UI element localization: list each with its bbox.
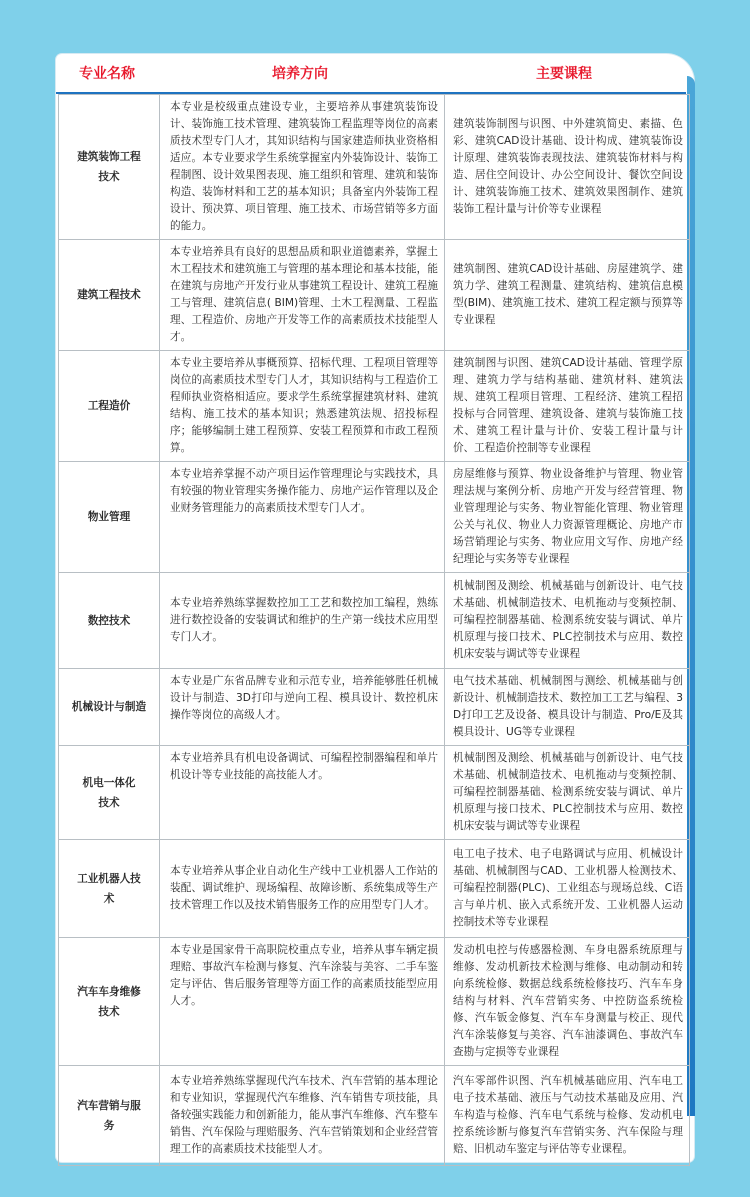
major-name: 工程造价 [87, 400, 131, 412]
major-name: 建筑工程技术 [77, 289, 141, 301]
training-direction: 本专业是国家骨干高职院校重点专业，培养从事车辆定损理赔、事故汽车检测与修复、汽车涂装与美容、二手车鉴定与评估、售后服务管理等方面工作的高素质技能型应用人才。 [170, 944, 438, 1007]
header-training-direction: 培养方向 [272, 66, 328, 82]
main-courses: 汽车零部件识图、汽车机械基础应用、汽车电工电子技术基础、液压与气动技术基础及应用、汽车构造与检修、汽车电气系统与检修、发动机电控系统诊断与修复汽车营销实务、汽车保险与理赔、旧机动车鉴定与评估等专业课程。 [453, 1075, 683, 1155]
training-direction: 本专业培养从事企业自动化生产线中工业机器人工作站的装配、调试维护、现场编程、故障诊断、系统集成等生产技术管理工作以及技术销售服务工作的应用型专门人才。 [170, 865, 438, 911]
training-direction: 本专业培养熟练掌握数控加工工艺和数控加工编程，熟练进行数控设备的安装调试和维护的生产第一线技术应用型专门人才。 [170, 597, 438, 643]
main-courses: 电工电子技术、电子电路调试与应用、机械设计基础、机械制图与CAD、工业机器人检测技术、可编程控制器(PLC)、工业组态与现场总线、C语言与单片机、嵌入式系统开发、工业机器人运动控制技术等专业课程 [453, 848, 683, 928]
major-name: 工业机器人技术 [77, 872, 141, 905]
major-name: 物业管理 [87, 511, 131, 523]
curriculum-panel [56, 54, 694, 1162]
training-direction: 本专业是广东省品牌专业和示范专业，培养能够胜任机械设计与制造、3D打印与逆向工程、模具设计、数控机床操作等岗位的高级人才。 [170, 675, 438, 721]
table-row [59, 240, 690, 351]
table-header [56, 54, 686, 94]
major-name: 机械设计与制造 [71, 701, 147, 713]
major-name: 数控技术 [87, 614, 131, 627]
main-courses: 建筑制图、建筑CAD设计基础、房屋建筑学、建筑力学、建筑工程测量、建筑结构、建筑信息模型(BIM)、建筑施工技术、建筑工程定额与预算等专业课程 [453, 263, 683, 326]
table-row [59, 746, 690, 840]
header-main-courses: 主要课程 [536, 66, 592, 82]
training-direction: 本专业培养熟练掌握现代汽车技术、汽车营销的基本理论和专业知识，掌握现代汽车维修、汽车销售专项技能，具备较强实践能力和创新能力，能从事汽车维修、汽车整车销售、汽车保险与理赔服务、汽车营销策划和企业经营管理工作的高素质技术技能型人才。 [170, 1075, 438, 1155]
curriculum-table [58, 94, 690, 1166]
main-courses: 发动机电控与传感器检测、车身电器系统原理与维修、发动机新技术检测与维修、电动制动和转向系统检修、数据总线系统检修技巧、汽车车身结构与材料、汽车营销实务、中控防盗系统检修、汽车钣金修复、汽车车身测量与校正、现代汽车涂装修复与美容、汽车油漆调色、事故汽车查勘与定损等专业课程 [453, 944, 683, 1058]
table-row [59, 938, 690, 1066]
table-row [59, 840, 690, 938]
table-row [59, 351, 690, 462]
table-row [59, 462, 690, 573]
table-row [59, 573, 690, 669]
table-row [59, 95, 690, 240]
main-courses: 机械制图及测绘、机械基础与创新设计、电气技术基础、机械制造技术、电机拖动与变频控制、可编程控制器基础、检测系统安装与调试、单片机原理与接口技术、PLC控制技术与应用、数控机床安装与调试等专业课程 [453, 580, 683, 660]
training-direction: 本专业是校级重点建设专业，主要培养从事建筑装饰设计、装饰施工技术管理、建筑装饰工程监理等岗位的高素质技术型专门人才，其知识结构与国家建造师执业资格相适应。本专业要求学生系统掌握室内外装饰设计、装饰工程制图、设计效果图表现、施工组织和管理、建筑和装饰构造、装饰材料和工艺的基本知识；具备室内外装饰工程设计、预决算、项目管理、施工技术、市场营销等多方面的能力。 [170, 101, 438, 232]
main-courses: 机械制图及测绘、机械基础与创新设计、电气技术基础、机械制造技术、电机拖动与变频控制、可编程控制器基础、检测系统安装与调试、单片机原理与接口技术、PLC控制技术与应用、数控机床安装与调试等专业课程 [453, 752, 683, 832]
main-courses: 建筑制图与识图、建筑CAD设计基础、管理学原理、建筑力学与结构基础、建筑材料、建筑法规、建筑工程项目管理、工程经济、建筑工程招投标与合同管理、建筑设备、建筑与装饰施工技术、建筑工程计量与计价、安装工程计量与计价、工程造价控制等专业课程 [453, 357, 683, 454]
training-direction: 本专业培养具有机电设备调试、可编程控制器编程和单片机设计等专业技能的高技能人才。 [170, 752, 438, 781]
table-row [59, 669, 690, 746]
major-name: 汽车营销与服务 [77, 1099, 141, 1132]
header-major-name: 专业名称 [79, 66, 135, 82]
main-courses: 电气技术基础、机械制图与测绘、机械基础与创新设计、机械制造技术、数控加工工艺与编程、3D打印工艺及设备、模具设计与制造、Pro/E及其模具设计、UG等专业课程 [453, 675, 683, 738]
main-courses: 建筑装饰制图与识图、中外建筑简史、素描、色彩、建筑CAD设计基础、设计构成、建筑装饰设计原理、建筑装饰表现技法、建筑装饰材料与构造、居住空间设计、办公空间设计、餐饮空间设计、建筑装饰施工技术、建筑效果图制作、建筑装饰工程计量与计价等专业课程 [453, 118, 683, 215]
major-name: 机电一体化技术 [82, 776, 136, 809]
training-direction: 本专业主要培养从事概预算、招标代理、工程项目管理等岗位的高素质技术型专门人才，其知识结构与工程造价工程师执业资格相适应。要求学生系统掌握建筑材料、建筑结构、施工技术的基本知识；熟悉建筑法规、招投标程序；能够编制土建工程预算、安装工程预算和市政工程预算。 [170, 357, 438, 454]
major-name: 建筑装饰工程技术 [77, 151, 141, 183]
training-direction: 本专业培养具有良好的思想品质和职业道德素养，掌握土木工程技术和建筑施工与管理的基本理论和基本技能，能在建筑与房地产开发行业从事建筑工程设计、建筑工程施工与管理、建筑信息( BIM)管理、土木工程测量、工程监理、工程造价、房地产开发等工作的高素质技术技能型人才。 [170, 246, 438, 343]
major-name: 汽车车身维修技术 [77, 985, 141, 1018]
main-courses: 房屋维修与预算、物业设备维护与管理、物业管理法规与案例分析、房地产开发与经营管理、物业管理理论与实务、物业智能化管理、物业管理公关与礼仪、物业人力资源管理概论、房地产市场营销理论与实务、物业应用文写作、房地产经纪理论与实务等专业课程 [453, 468, 683, 565]
training-direction: 本专业培养掌握不动产项目运作管理理论与实践技术，具有较强的物业管理实务操作能力、房地产运作管理以及企业财务管理能力的高素质技术型专门人才。 [170, 468, 438, 514]
table-row [59, 1066, 690, 1166]
